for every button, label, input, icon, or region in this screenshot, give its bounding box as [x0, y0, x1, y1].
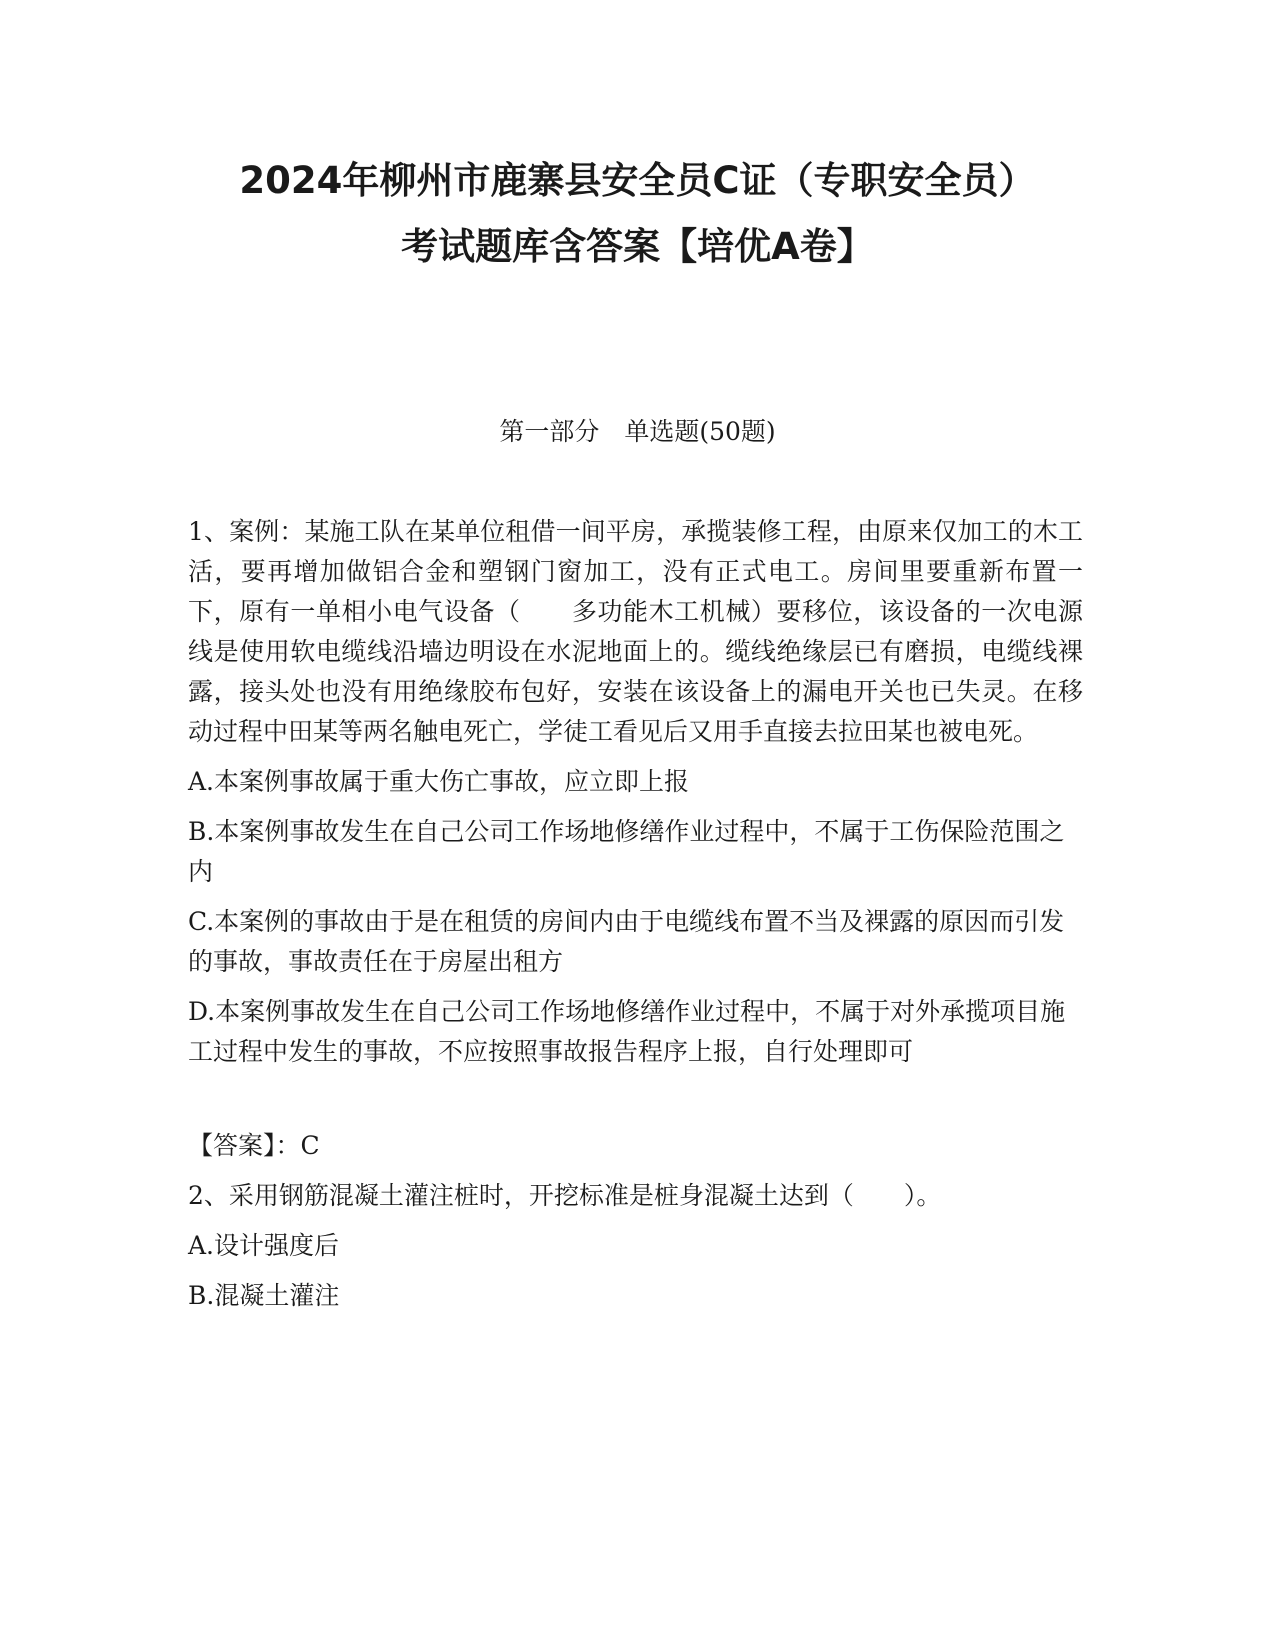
answer-label: 【答案】：C — [188, 1131, 320, 1160]
question-item — [188, 1176, 1083, 1316]
option-b: B.本案例事故发生在自己公司工作场地修缮作业过程中，不属于工伤保险范围之内 — [188, 817, 1065, 886]
question-list — [188, 512, 1083, 1316]
question-stem: 2、采用钢筋混凝土灌注桩时，开挖标准是桩身混凝土达到（ ）。 — [188, 1181, 942, 1210]
question-stem: 1、案例：某施工队在某单位租借一间平房，承揽装修工程，由原来仅加工的木工活，要再增加做铝合金和塑钢门窗加工，没有正式电工。房间里要重新布置一下，原有一单相小电气设备（ 多功能木工机械）要移位，该设备的一次电源线是使用软电缆线沿墙边明设在水泥地面上的。缆线绝缘层已有磨损，电缆线裸露，接头处也没有用绝缘胶布包好，安装在该设备上的漏电开关也已失灵。在移动过程中田某等两名触电死亡，学徒工看见后又用手直接去拉田某也被电死。 — [188, 517, 1083, 746]
option-b: B.混凝土灌注 — [188, 1281, 340, 1310]
option-c: C.本案例的事故由于是在租赁的房间内由于电缆线布置不当及裸露的原因而引发的事故，事故责任在于房屋出租方 — [188, 907, 1065, 976]
title-line-1: 2024年柳州市鹿寨县安全员C证（专职安全员） — [239, 159, 1036, 202]
document-title — [150, 148, 1125, 280]
question-item — [188, 512, 1083, 1166]
option-d: D.本案例事故发生在自己公司工作场地修缮作业过程中，不属于对外承揽项目施工过程中发生的事故，不应按照事故报告程序上报，自行处理即可 — [188, 997, 1066, 1066]
option-a: A.设计强度后 — [188, 1231, 340, 1260]
option-a: A.本案例事故属于重大伤亡事故，应立即上报 — [188, 767, 690, 796]
section-heading: 第一部分 单选题(50题) — [499, 417, 776, 446]
title-line-2: 考试题库含答案【培优A卷】 — [401, 225, 874, 268]
